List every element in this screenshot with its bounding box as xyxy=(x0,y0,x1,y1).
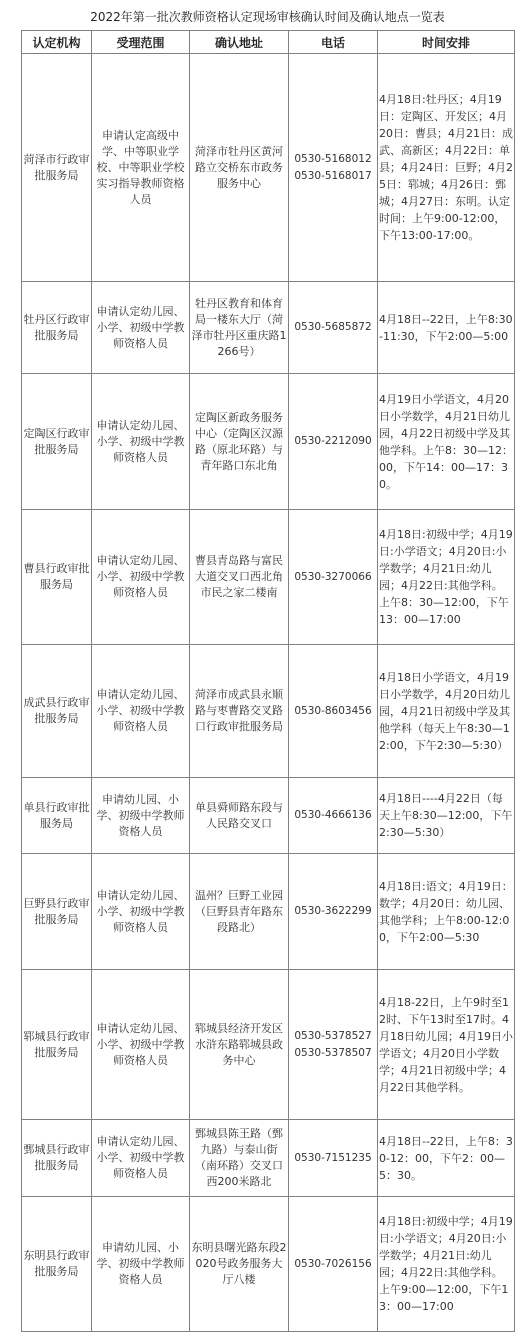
scope-cell: 申请认定高级中学、中等职业学校、中等职业学校实习指导教师资格人员 xyxy=(92,54,190,282)
phone-number: 0530-3622299 xyxy=(294,905,372,917)
phone-cell xyxy=(289,1120,378,1197)
address-cell: 菏泽市成武县永顺路与枣曹路交叉路口行政审批服务局 xyxy=(190,645,289,778)
table-row xyxy=(22,54,515,282)
table-title: 2022年第一批次教师资格认定现场审核确认时间及确认地点一览表 xyxy=(90,10,445,24)
header-time: 时间安排 xyxy=(378,31,515,54)
scope-cell: 申请认定幼儿园、小学、初级中学教师资格人员 xyxy=(92,374,190,510)
phone-number: 0530-7026156 xyxy=(294,1257,372,1270)
time-cell: 4月18日:初级中学；4月19日:小学语文；4月20日:小学数学；4月21日:幼儿园；4月22日:其他学科。上午9:00—12:00，下午13：00—17:00 xyxy=(378,1197,515,1332)
phone-cell xyxy=(289,854,378,970)
scope-cell: 申请认定幼儿园、小学、初级中学教师资格人员 xyxy=(92,510,190,645)
time-cell: 4月18日----4月22日（每天上午8:30—12:00，下午2:30—5:30） xyxy=(378,778,515,854)
table-row xyxy=(22,510,515,645)
scope-cell: 申请幼儿园、小学、初级中学教师资格人员 xyxy=(92,1197,190,1332)
address-cell: 单县舜师路东段与人民路交叉口 xyxy=(190,778,289,854)
address-cell: 曹县青岛路与富民大道交叉口西北角市民之家二楼南 xyxy=(190,510,289,645)
phone-number: 0530-5685872 xyxy=(294,321,372,333)
table-row xyxy=(22,1120,515,1197)
header-org: 认定机构 xyxy=(22,31,92,54)
org-cell: 单县行政审批服务局 xyxy=(22,778,92,854)
time-cell: 4月18日:语文；4月19日：数学；4月20日：幼儿园、其他学科；上午8:00-12:00，下午2:00—5:30 xyxy=(378,854,515,970)
header-address: 确认地址 xyxy=(190,31,289,54)
table-row xyxy=(22,282,515,374)
scope-cell: 申请认定幼儿园、小学、初级中学教师资格人员 xyxy=(92,645,190,778)
org-cell: 牡丹区行政审批服务局 xyxy=(22,282,92,374)
phone-cell xyxy=(289,374,378,510)
org-cell: 成武县行政审批服务局 xyxy=(22,645,92,778)
org-cell: 巨野县行政审批服务局 xyxy=(22,854,92,970)
address-cell: 郓城县经济开发区水浒东路郓城县政务中心 xyxy=(190,970,289,1120)
scope-cell: 申请认定幼儿园、小学、初级中学教师资格人员 xyxy=(92,282,190,374)
phone-number: 0530-4666136 xyxy=(294,809,372,821)
org-cell: 菏泽市行政审批服务局 xyxy=(22,54,92,282)
phone-cell xyxy=(289,645,378,778)
time-cell: 4月18日:牡丹区；4月19日：定陶区、开发区；4月20日：曹县；4月21日：成武、高新区；4月22日：单县；4月24日：巨野；4月25日：郓城；4月26日：鄄城；4月27日：东明。认定时间：上午9:00-12:00，下午13:00-17:00。 xyxy=(378,54,515,282)
table-row xyxy=(22,1197,515,1332)
header-scope: 受理范围 xyxy=(92,31,190,54)
address-cell: 菏泽市牡丹区黄河路立交桥东市政务服务中心 xyxy=(190,54,289,282)
table-row xyxy=(22,645,515,778)
time-cell: 4月18日--22日，上午8：30-12：00，下午2：00—5：30。 xyxy=(378,1120,515,1197)
confirmation-schedule-table xyxy=(21,30,515,1332)
phone-number: 0530-2212090 xyxy=(294,435,372,447)
scope-cell: 申请幼儿园、小学、初级中学教师资格人员 xyxy=(92,778,190,854)
address-cell: 定陶区新政务服务中心（定陶区汉源路（原北环路）与青年路口东北角 xyxy=(190,374,289,510)
org-cell: 鄄城县行政审批服务局 xyxy=(22,1120,92,1197)
phone-number: 0530-8603456 xyxy=(294,704,372,717)
phone-number: 0530-5378527 xyxy=(294,1029,372,1042)
phone-cell xyxy=(289,282,378,374)
phone-number: 0530-3270066 xyxy=(294,570,372,583)
phone-cell xyxy=(289,778,378,854)
time-cell: 4月19日小学语文，4月20日小学数学，4月21日幼儿园，4月22日初级中学及其他学科。上午8：30—12：00，下午14：00—17：30。 xyxy=(378,374,515,510)
header-phone: 电话 xyxy=(289,31,378,54)
phone-number: 0530-5168012 xyxy=(294,152,372,165)
address-cell: 牡丹区教育和体育局一楼东大厅（菏泽市牡丹区重庆路1266号） xyxy=(190,282,289,374)
org-cell: 定陶区行政审批服务局 xyxy=(22,374,92,510)
org-cell: 东明县行政审批服务局 xyxy=(22,1197,92,1332)
scope-cell: 申请认定幼儿园、小学、初级中学教师资格人员 xyxy=(92,970,190,1120)
phone-cell xyxy=(289,970,378,1120)
address-cell: 东明县曙光路东段2020号政务服务大厅八楼 xyxy=(190,1197,289,1332)
phone-cell xyxy=(289,54,378,282)
address-cell: 温州？巨野工业园（巨野县青年路东段路北） xyxy=(190,854,289,970)
time-cell: 4月18日小学语文，4月19日小学数学，4月20日幼儿园，4月21日初级中学及其他学科（每天上午8:30—12:00，下午2:30—5:30） xyxy=(378,645,515,778)
phone-cell xyxy=(289,510,378,645)
table-row xyxy=(22,854,515,970)
table-row xyxy=(22,970,515,1120)
org-cell: 曹县行政审批服务局 xyxy=(22,510,92,645)
address-cell: 鄄城县陈王路（鄄九路）与泰山街（南环路）交叉口西200米路北 xyxy=(190,1120,289,1197)
table-row xyxy=(22,778,515,854)
time-cell: 4月18-22日，上午9时至12时、下午13时至17时。4月18日幼儿园；4月19日小学语文；4月20日小学数学；4月21日初级中学；4月22日其他学科。 xyxy=(378,970,515,1120)
table-row xyxy=(22,374,515,510)
table-header-row xyxy=(22,31,515,54)
phone-number: 0530-7151235 xyxy=(294,1151,372,1164)
scope-cell: 申请认定幼儿园、小学、初级中学教师资格人员 xyxy=(92,1120,190,1197)
phone-number: 0530-5168017 xyxy=(294,169,372,182)
phone-number: 0530-5378507 xyxy=(294,1046,372,1059)
time-cell: 4月18日--22日，上午8:30-11:30，下午2:00—5:00 xyxy=(378,282,515,374)
scope-cell: 申请认定幼儿园、小学、初级中学教师资格人员 xyxy=(92,854,190,970)
phone-cell xyxy=(289,1197,378,1332)
time-cell: 4月18日:初级中学；4月19日:小学语文；4月20日:小学数学；4月21日:幼儿园；4月22日:其他学科。上午8：30—12:00，下午13：00—17:00 xyxy=(378,510,515,645)
org-cell: 郓城县行政审批服务局 xyxy=(22,970,92,1120)
